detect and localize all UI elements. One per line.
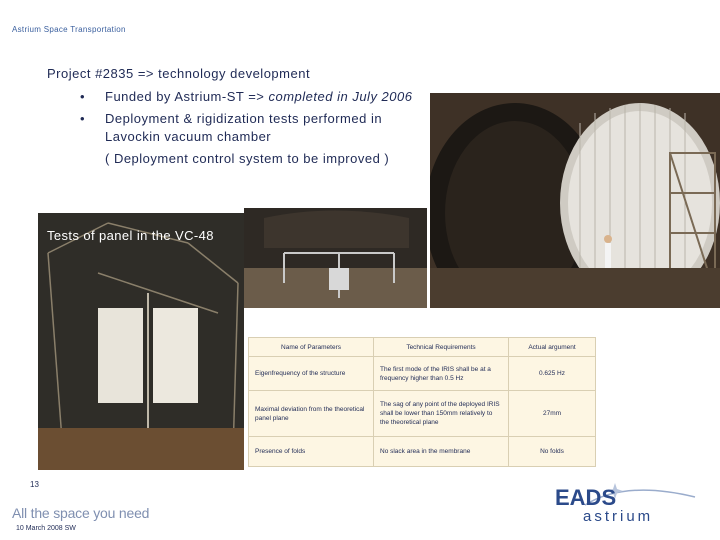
panel-test-photo	[38, 213, 244, 470]
footer-date: 10 March 2008 SW	[16, 525, 76, 532]
test-setup-illustration	[244, 208, 427, 308]
table-row	[249, 357, 596, 391]
eads-astrium-logo	[555, 475, 715, 525]
tagline: All the space you need	[12, 505, 150, 521]
project-title: Project #2835 => technology development	[47, 66, 311, 81]
table-cell: The sag of any point of the deployed IRIS shall be lower than 150mm relatively to the theoretical plane	[374, 391, 509, 437]
company-header: Astrium Space Transportation	[12, 25, 126, 34]
bullet-text	[105, 88, 412, 106]
table-header-row	[249, 338, 596, 357]
logo-astrium-text: astrium	[583, 508, 654, 525]
vacuum-chamber-photo	[430, 93, 720, 308]
table-cell: No folds	[509, 437, 596, 467]
photo-caption: Tests of panel in the VC-48	[47, 228, 214, 243]
table-cell: 0.625 Hz	[509, 357, 596, 391]
logo-graphic	[555, 475, 715, 525]
test-setup-photo	[244, 208, 427, 308]
table-cell: Maximal deviation from the theoretical panel plane	[249, 391, 374, 437]
bullet-marker: •	[80, 111, 86, 126]
bullet-prefix: Funded by Astrium-ST =>	[105, 89, 269, 104]
bullet-line-2: Lavockin vacuum chamber	[105, 129, 272, 144]
column-header: Name of Parameters	[249, 338, 374, 357]
bullet-emphasis: completed in July 2006	[268, 89, 413, 104]
panel-test-illustration	[38, 213, 244, 470]
table-row	[249, 391, 596, 437]
bullet-line-1: Deployment & rigidization tests performed in	[105, 111, 383, 126]
bullet-marker: •	[80, 89, 86, 104]
column-header: Actual argument	[509, 338, 596, 357]
vacuum-chamber-illustration	[430, 93, 720, 308]
table-cell: The first mode of the IRIS shall be at a frequency higher than 0.5 Hz	[374, 357, 509, 391]
table-cell: 27mm	[509, 391, 596, 437]
bullet-line-3: ( Deployment control system to be improved )	[105, 151, 390, 166]
page-number: 13	[30, 480, 39, 489]
parameters-table	[248, 337, 596, 467]
table-cell: Presence of folds	[249, 437, 374, 467]
column-header: Technical Requirements	[374, 338, 509, 357]
table-cell: No slack area in the membrane	[374, 437, 509, 467]
logo-eads-text: EADS	[555, 485, 617, 510]
table-row	[249, 437, 596, 467]
table-cell: Eigenfrequency of the structure	[249, 357, 374, 391]
